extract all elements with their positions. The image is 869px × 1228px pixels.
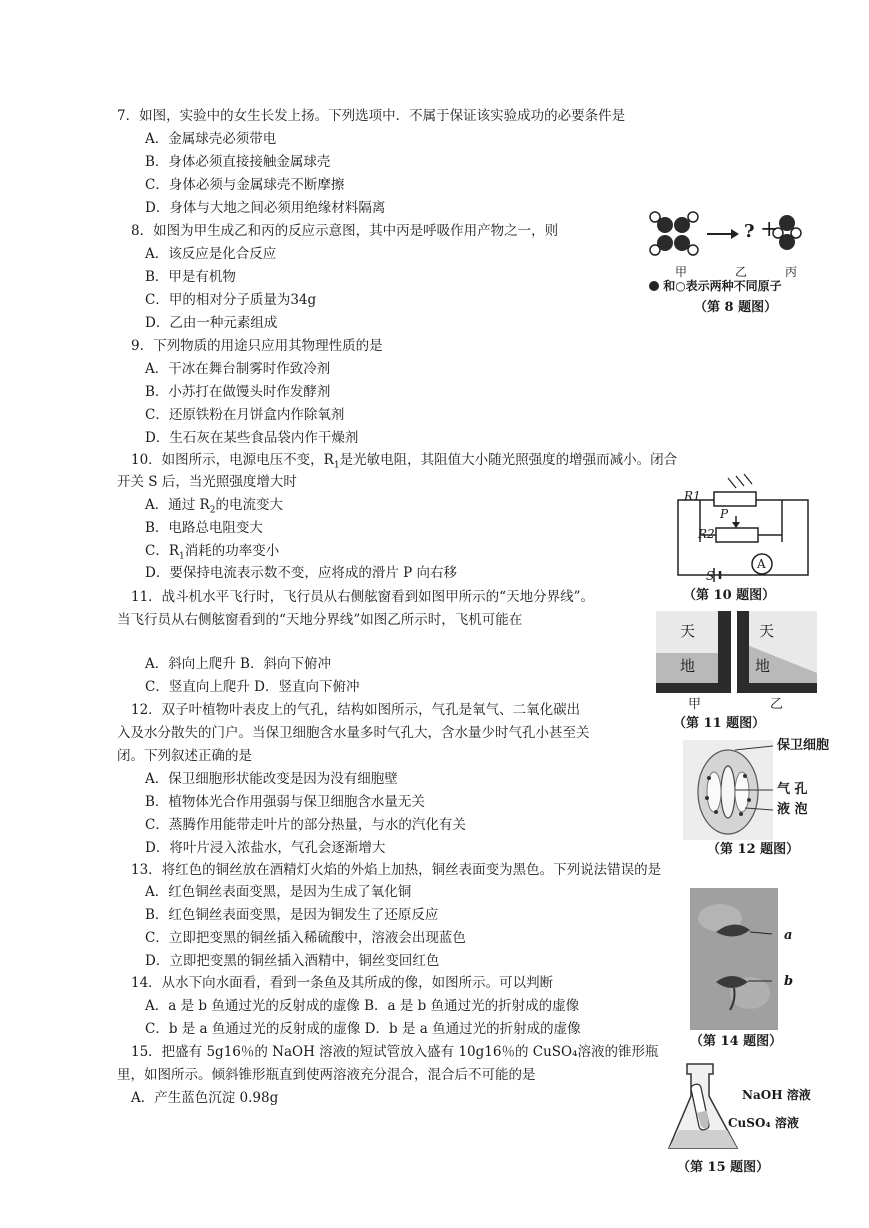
q7-option-b: B．身体必须直接接触金属球壳 — [145, 154, 331, 170]
q12-stoma-figure — [683, 740, 773, 840]
q13-stem: 13．将红色的铜丝放在酒精灯火焰的外焰上加热，铜丝表面变为黑色。下列说法错误的是 — [131, 862, 662, 878]
q11-sky-label-yi: 天 — [759, 622, 775, 640]
q8-label-jia: 甲 — [675, 265, 688, 279]
q15-naoh-label: NaOH 溶液 — [742, 1088, 811, 1102]
q15-option-a: A．产生蓝色沉淀 0.98g — [131, 1090, 279, 1106]
q11-frame-right-jia — [718, 611, 731, 693]
q12-stem-line3: 闭。下列叙述正确的是 — [117, 748, 252, 764]
q10-fig-r2: R2 — [698, 527, 715, 541]
q11-stem-line1: 11．战斗机水平飞行时，飞行员从右侧舷窗看到如图甲所示的“天地分界线”。 — [131, 589, 594, 605]
dark-atom-icon — [649, 281, 659, 291]
q14-options-ab: A．a 是 b 鱼通过光的反射成的虚像 B．a 是 b 鱼通过光的折射成的虚像 — [145, 998, 580, 1014]
q8-option-a: A．该反应是化合反应 — [145, 246, 277, 262]
q11-window-jia — [656, 611, 731, 693]
q10-fig-p: P — [720, 507, 729, 521]
q10-option-d: D．要保持电流表示数不变，应将成的滑片 P 向右移 — [145, 565, 457, 581]
q14-fish-a-label: a — [784, 928, 793, 943]
q14-options-cd: C．b 是 a 鱼通过光的反射成的虚像 D．b 是 a 鱼通过光的折射成的虚像 — [145, 1021, 581, 1037]
stoma-diagram — [683, 740, 773, 840]
q10-c-pre: C．R — [145, 543, 179, 559]
q9-option-a: A．干冰在舞台制雾时作致冷剂 — [145, 361, 331, 377]
q15-stem-line2: 里，如图所示。倾斜锥形瓶直到使两溶液充分混合，混合后不可能的是 — [117, 1067, 536, 1083]
q7-stem: 7．如图，实验中的女生长发上扬。下列选项中．不属于保证该实验成功的必要条件是 — [117, 108, 626, 124]
q8-option-d: D．乙由一种元素组成 — [145, 315, 278, 331]
q8-legend — [649, 276, 782, 296]
q10-a-pre: A．通过 R — [145, 497, 210, 513]
q15-flask-figure — [665, 1060, 740, 1155]
q14-fish-b-label: b — [784, 974, 794, 989]
q15-stem-line1: 15．把盛有 5g16％的 NaOH 溶液的短试管放入盛有 10g16％的 CuSO₄溶液的锥形瓶 — [131, 1044, 659, 1060]
q9-option-c: C．还原铁粉在月饼盒内作除氧剂 — [145, 407, 345, 423]
q10-stem1-sub: 1 — [333, 460, 340, 471]
q8-option-c: C．甲的相对分子质量为34g — [145, 292, 317, 308]
q10-option-a — [145, 495, 283, 521]
flask-diagram — [665, 1060, 740, 1155]
q11-ground-label-jia: 地 — [680, 657, 696, 675]
q9-option-d: D．生石灰在某些食品袋内作干燥剂 — [145, 430, 359, 446]
q8-caption: （第 8 题图） — [694, 300, 778, 315]
q10-c-sub: 1 — [179, 551, 185, 562]
q8-plus-sign: + — [760, 217, 779, 242]
q10-fig-s: S — [706, 569, 715, 583]
q9-option-b: B．小苏打在做馒头时作发酵剂 — [145, 384, 331, 400]
q13-option-d: D．立即把变黑的铜丝插入酒精中，铜丝变回红色 — [145, 953, 440, 969]
q8-label-bing: 丙 — [785, 265, 798, 279]
q11-stem-line2: 当飞行员从右侧舷窗看到的“天地分界线”如图乙所示时，飞机可能在 — [117, 612, 523, 628]
q10-circuit-figure — [670, 470, 820, 585]
q9-stem: 9．下列物质的用途只应用其物理性质的是 — [131, 338, 383, 354]
q15-caption: （第 15 题图） — [677, 1160, 770, 1175]
q14-stem: 14．从水下向水面看，看到一条鱼及其所成的像，如图所示。可以判断 — [131, 975, 554, 991]
q8-option-b: B．甲是有机物 — [145, 269, 236, 285]
q10-stem-line2: 开关 S 后，当光照强度增大时 — [117, 474, 297, 490]
q12-option-d: D．将叶片浸入浓盐水，气孔会逐渐增大 — [145, 840, 386, 856]
q12-caption: （第 12 题图） — [707, 842, 800, 857]
q11-label-yi: 乙 — [770, 697, 784, 712]
q11-ground-label-yi: 地 — [755, 657, 771, 675]
q10-c-post: 消耗的功率变小 — [184, 543, 280, 559]
q8-stem: 8．如图为甲生成乙和丙的反应示意图，其中丙是呼吸作用产物之一，则 — [131, 223, 559, 239]
q12-option-c: C．蒸腾作用能带走叶片的部分热量，与水的汽化有关 — [145, 817, 466, 833]
q7-option-d: D．身体与大地之间必须用绝缘材料隔离 — [145, 200, 386, 216]
q7-option-a: A．金属球壳必须带电 — [145, 131, 277, 147]
fish-image — [690, 888, 778, 1030]
q11-frame-bottom-jia — [656, 683, 731, 693]
q7-option-c: C．身体必须与金属球壳不断摩擦 — [145, 177, 345, 193]
q11-frame-left-yi — [737, 611, 749, 693]
q10-option-b: B．电路总电阻变大 — [145, 520, 263, 536]
q11-options-cd: C．竖直向上爬升 D．竖直向下俯冲 — [145, 679, 360, 695]
q11-frame-bottom-yi — [737, 683, 817, 693]
q10-a-sub: 2 — [209, 505, 216, 516]
q14-caption: （第 14 题图） — [690, 1034, 783, 1049]
q15-cuso4-label: CuSO₄ 溶液 — [728, 1116, 799, 1130]
q12-option-a: A．保卫细胞形状能改变是因为没有细胞壁 — [145, 771, 398, 787]
q10-caption: （第 10 题图） — [683, 588, 776, 603]
q14-fish-photo — [690, 888, 778, 1030]
q10-fig-r1: R1 — [684, 489, 701, 503]
q11-ground-slope — [737, 611, 817, 693]
q11-options-ab: A．斜向上爬升 B．斜向下俯冲 — [145, 656, 331, 672]
q12-stem-line1: 12．双子叶植物叶表皮上的气孔，结构如图所示，气孔是氧气、二氧化碳出 — [131, 702, 581, 718]
q11-sky-label-jia: 天 — [680, 622, 696, 640]
q12-pore-label: 气 孔 — [777, 782, 808, 797]
q12-guard-cell-label: 保卫细胞 — [777, 738, 830, 753]
q8-label-yi: 乙 — [735, 265, 748, 279]
q13-option-b: B．红色铜丝表面变黑，是因为铜发生了还原反应 — [145, 907, 439, 923]
q10-a-post: 的电流变大 — [215, 497, 283, 513]
q10-stem1-pre: 10．如图所示，电源电压不变，R — [131, 452, 334, 468]
q11-caption: （第 11 题图） — [673, 716, 766, 731]
q11-label-jia: 甲 — [688, 697, 702, 712]
q8-legend-text: 和○表示两种不同原子 — [663, 279, 782, 293]
q12-vacuole-label: 液 泡 — [777, 802, 808, 817]
q11-window-yi — [737, 611, 817, 693]
q12-stem-line2: 入及水分散失的门户。当保卫细胞含水量多时气孔大，含水量少时气孔小甚至关 — [117, 725, 590, 741]
q13-option-a: A．红色铜丝表面变黑，是因为生成了氧化铜 — [145, 884, 412, 900]
q13-option-c: C．立即把变黑的铜丝插入稀硫酸中，溶液会出现蓝色 — [145, 930, 466, 946]
q12-option-b: B．植物体光合作用强弱与保卫细胞含水量无关 — [145, 794, 425, 810]
q8-unknown-mark: ? — [744, 221, 755, 242]
q10-stem1-post: 是光敏电阻，其阻值大小随光照强度的增强而减小。闭合 — [339, 452, 678, 468]
q10-fig-ammeter: A — [757, 557, 766, 571]
